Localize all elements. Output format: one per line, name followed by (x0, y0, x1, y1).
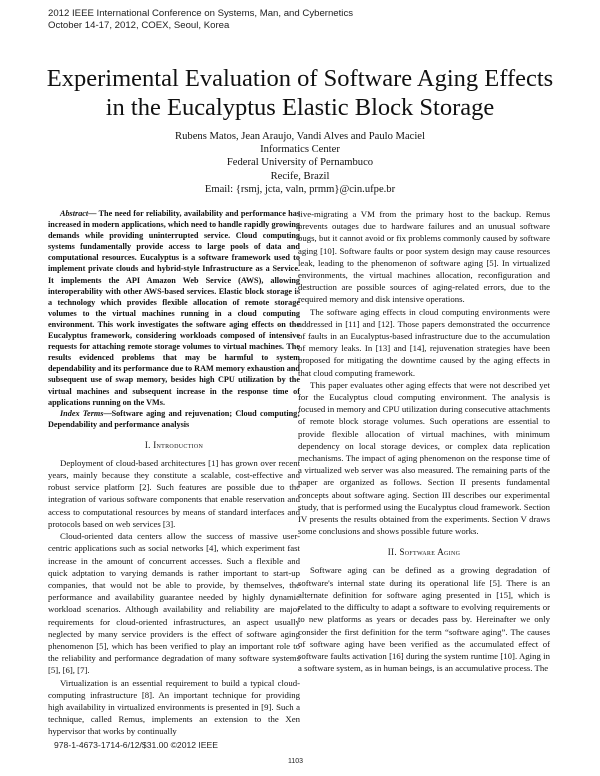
index-terms-text: —Software aging and rejuvenation; Cloud computing; Dependability and performance analysis (48, 408, 300, 429)
paragraph: live-migrating a VM from the primary host to the backup. Remus prevents outages due to hardware failures and an unusual software bugs, but it cannot avoid or fix problems commonly caused by software aging [10]. Software faults or poor system design may cause resources leak, leading to the phenomenon of software aging [5]. In virtualized environments, the virtual machines allocation, reconfiguration and destruction are possible sources of aging-related errors, due to the required memory and disk intensive operations. (298, 209, 550, 305)
abstract (48, 208, 300, 408)
section-title: Introduction (153, 439, 204, 450)
conference-header (48, 8, 548, 32)
section-numeral: I. (144, 439, 151, 450)
author-block (100, 130, 500, 196)
copyright-notice: 978-1-4673-1714-6/12/$31.00 ©2012 IEEE (54, 740, 219, 750)
title-line-2: in the Eucalyptus Elastic Block Storage (105, 94, 495, 121)
paragraph: Virtualization is an essential requirement to build a typical cloud-computing infrastructure [8]. An important technique for providing high availability in virtualized environments is presented in [9]. Such a technique, called Remus, implements an extension to the Xen hypervisor that works by continually (48, 677, 300, 737)
section-title: Software Aging (399, 547, 461, 558)
paragraph: This paper evaluates other aging effects that were not described yet for the Eucalyptus cloud computing environment. The analysis is focused in memory and CPU utilization during consecutive attachments of remote block storage volumes. Such operations are essential to provide flexible allocation of virtual machines, with minimum dependency on local storage devices, or complex data replication mechanisms. The impact of aging phenomenon on the response time of a virtualized web server was also measured. The remaining parts of the paper are organized as follows. Section II presents fundamental concepts about software aging. Section III describes our experimental study, that is performed using the Eucalyptus cloud framework. Section IV presents the results obtained from the experiments. Section V draws some conclusions and shows possible future works. (298, 379, 550, 537)
author-names: Rubens Matos, Jean Araujo, Vandi Alves and Paulo Maciel (175, 131, 425, 142)
section-heading-introduction (48, 439, 300, 451)
right-column (298, 208, 550, 674)
section-numeral: II. (387, 547, 397, 558)
paper-title (20, 64, 580, 122)
conference-name: 2012 IEEE International Conference on Systems, Man, and Cybernetics (48, 8, 354, 19)
page-number: 1103 (288, 758, 304, 765)
index-terms-label: Index Terms (60, 408, 104, 418)
paragraph: Software aging can be defined as a growing degradation of software's internal state during its operational life [5]. There is an alternate definition for software aging presented in [15], which is related to the difficulty to adapt a software to evolving requirements or to new platforms as years or decades pass by. Hereinafter we only consider the first definition for the term “software aging”. The causes of software aging have been verified as the accumulated effect of software faults activation [16] during the system runtime [10]. Aging in a software system, as in human beings, is an accumulative process. The (298, 565, 550, 674)
abstract-label: Abstract (60, 209, 89, 218)
affiliation-department: Informatics Center (260, 144, 340, 156)
index-terms (48, 408, 300, 430)
affiliation-location: Recife, Brazil (270, 170, 330, 182)
conference-date-location: October 14-17, 2012, COEX, Seoul, Korea (48, 20, 230, 31)
author-emails: Email: {rsmj, jcta, valn, prmm}@cin.ufpe.br (204, 183, 396, 195)
section-heading-software-aging (298, 546, 550, 558)
left-column (48, 208, 300, 738)
title-line-1: Experimental Evaluation of Software Aging Effects (46, 65, 554, 92)
abstract-text: — The need for reliability, availability and performance has increased in modern applications, which need to handle rapidly growing demands while providing uninterrupted service. Cloud computing systems fundamentally provide access to large pools of data and computational resources. Eucalyptus is a software framework used to implement private clouds and hybrid-style Infrastructure as a Service. It implements the API Amazon Web Service (AWS), allowing interoperability with other AWS-based services. Elastic block storage is a technology which provides flexible allocation of remote storage volumes to the virtual machines running in a cloud computing environment. This work investigates the software aging effects on the Eucalyptus framework, considering workloads composed of intensive requests for attaching remote storage volumes to virtual machines. The results evidenced problems that may be harmful to system dependability and its performance due to RAM memory exhaustion and subsequent use of swap memory, besides high CPU utilization by the virtual machines and subsequent increase in the response time of applications running on the VMs. (48, 209, 300, 407)
affiliation-university: Federal University of Pernambuco (226, 157, 374, 169)
paragraph: The software aging effects in cloud computing environments were addressed in [11] and [12]. Those papers demonstrated the occurrence of faults in an Eucalyptus-based infrastructure due to the accumulation of memory leaks. In [13] and [14], rejuvenation strategies have been proposed for mitigating the downtime caused by the aging effects in that cloud computing framework. (298, 306, 550, 378)
paragraph: Cloud-oriented data centers allow the success of massive user-centric applications such as social networks [4], which experiment fast increase in the amount of concurrent accesses. Such a flexible and quick adptation to varying demands is rather important to start-up companies, that would not be able to provide, by themselves, the performance and availability guarantee needed by highly dynamic workload scenarios. Although availability and reliability are major requirements for cloud-oriented infrastructures, an aspect usually neglected by many service providers is the effect of software aging phenomenon [5], which has been verified to play an important role to the reliability and performance degradation of many software systems [5], [6], [7]. (48, 531, 300, 676)
paragraph: Deployment of cloud-based architectures [1] has grown over recent years, mainly because they constitute a scalable, cost-effective and robust service platform [2]. Such features are possible due to the integration of various software components that enable reservation and access to computational resources by means of standard interfaces and protocols based on web services [3]. (48, 457, 300, 529)
